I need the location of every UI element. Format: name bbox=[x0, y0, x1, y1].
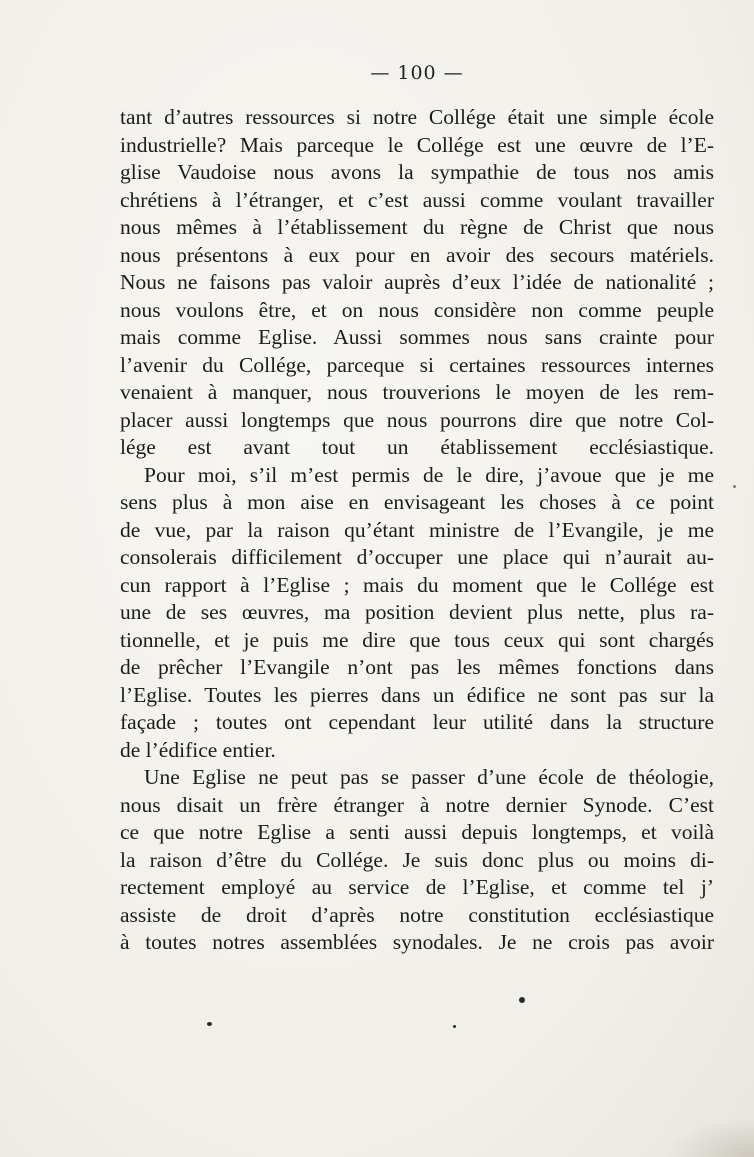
text-line: la raison d’être du Collége. Je suis donc plus ou moins di- bbox=[120, 847, 714, 872]
text-line: rectement employé au service de l’Eglise, et comme tel j’ bbox=[120, 875, 714, 899]
text-line: consolerais difficilement d’occuper une place qui n’aurait au- bbox=[120, 545, 714, 569]
scan-speck bbox=[207, 1022, 212, 1026]
text-line: cun rapport à l’Eglise ; mais du moment que le Collége est bbox=[120, 572, 714, 597]
text-line: une de ses œuvres, ma position devient plus nette, plus ra- bbox=[120, 600, 714, 624]
text-line: Nous ne faisons pas valoir auprès d’eux l’idée de nationalité ; bbox=[120, 270, 714, 294]
text-line: à toutes notres assemblées synodales. Je ne crois pas avoir bbox=[120, 930, 714, 954]
text-line: nous présentons à eux pour en avoir des secours matériels. bbox=[120, 242, 714, 267]
paragraph-1 bbox=[120, 104, 714, 462]
text-line: venaient à manquer, nous trouverions le moyen de les rem- bbox=[120, 380, 714, 404]
text-line: lége est avant tout un établissement ecclésiastique. bbox=[120, 435, 714, 459]
text-line: Pour moi, s’il m’est permis de le dire, j’avoue que je me bbox=[144, 462, 714, 487]
scan-speck bbox=[519, 997, 525, 1003]
scan-shadow bbox=[664, 1117, 754, 1157]
text-line: nous voulons être, et on nous considère non comme peuple bbox=[120, 297, 714, 322]
text-line: tionnelle, et je puis me dire que tous ceux qui sont chargés bbox=[120, 627, 714, 652]
text-line: Une Eglise ne peut pas se passer d’une école de théologie, bbox=[144, 765, 714, 789]
text-line: industrielle? Mais parceque le Collége est une œuvre de l’E- bbox=[120, 132, 714, 157]
text-line: assiste de droit d’après notre constitution ecclésiastique bbox=[120, 902, 714, 927]
text-line: nous disait un frère étranger à notre dernier Synode. C’est bbox=[120, 792, 714, 817]
text-line: placer aussi longtemps que nous pourrons dire que notre Col- bbox=[120, 407, 714, 432]
text-line: mais comme Eglise. Aussi sommes nous sans crainte pour bbox=[120, 325, 714, 349]
text-line: chrétiens à l’étranger, et c’est aussi comme voulant travailler bbox=[120, 187, 714, 212]
text-line: de vue, par la raison qu’étant ministre de l’Evangile, je me bbox=[120, 517, 714, 542]
paragraph-2 bbox=[120, 462, 714, 765]
text-line: nous mêmes à l’établissement du règne de Christ que nous bbox=[120, 215, 714, 239]
text-line: l’Eglise. Toutes les pierres dans un édifice ne sont pas sur la bbox=[120, 682, 714, 707]
text-line: sens plus à mon aise en envisageant les choses à ce point bbox=[120, 490, 714, 514]
text-line: tant d’autres ressources si notre Collége était une simple école bbox=[120, 105, 714, 129]
text-line: glise Vaudoise nous avons la sympathie de tous nos amis bbox=[120, 160, 714, 184]
page-number: — 100 — bbox=[370, 62, 464, 84]
text-line: de l’édifice entier. bbox=[120, 737, 276, 762]
text-line: de prêcher l’Evangile n’ont pas les mêmes fonctions dans bbox=[120, 655, 714, 679]
text-line: l’avenir du Collége, parceque si certaines ressources internes bbox=[120, 352, 714, 377]
scan-speck bbox=[733, 485, 736, 488]
text-line: ce que notre Eglise a senti aussi depuis longtemps, et voilà bbox=[120, 820, 714, 844]
body-text bbox=[120, 104, 714, 957]
text-line: façade ; toutes ont cependant leur utilité dans la structure bbox=[120, 710, 714, 734]
paragraph-3 bbox=[120, 764, 714, 957]
scan-speck bbox=[453, 1025, 456, 1028]
